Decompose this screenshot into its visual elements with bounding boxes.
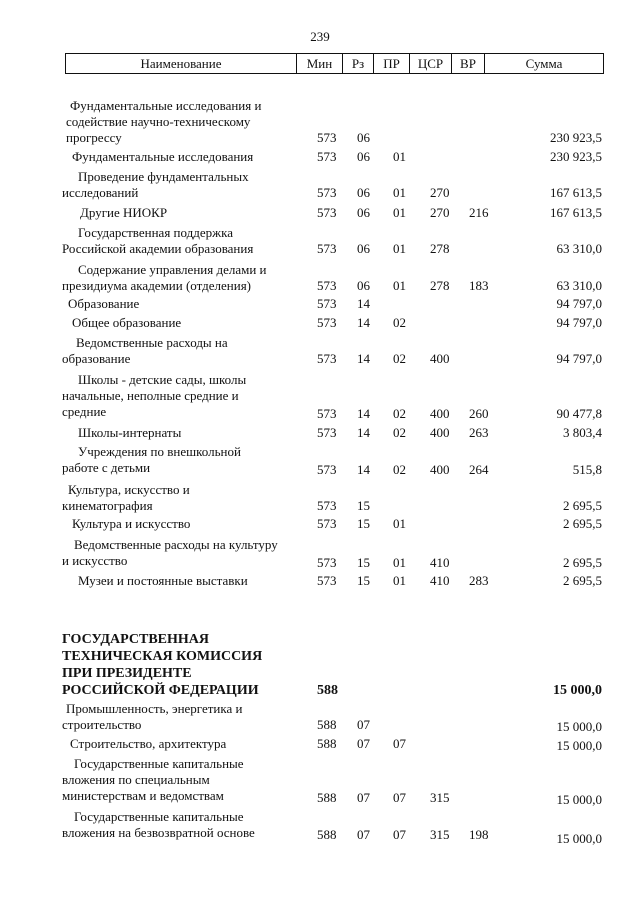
row-rz: 15 — [357, 498, 370, 513]
row-csr: 315 — [430, 827, 450, 842]
row-csr: 400 — [430, 462, 450, 477]
row-pr: 01 — [393, 278, 406, 293]
row-min: 573 — [317, 462, 337, 477]
row-rz: 06 — [357, 205, 370, 220]
header-min: Мин — [297, 54, 343, 73]
row-min: 588 — [317, 717, 337, 732]
header-rz: Рз — [343, 54, 374, 73]
row-rz: 07 — [357, 790, 370, 805]
row-min: 573 — [317, 296, 337, 311]
row-name: Школы - детские сады, школы начальные, неполные средние и средние — [62, 372, 247, 419]
row-name: Культура, искусство и кинематография — [62, 482, 190, 513]
row-rz: 14 — [357, 315, 370, 330]
row-name: Музеи и постоянные выставки — [78, 573, 248, 588]
table-header — [65, 53, 604, 74]
row-csr: 278 — [430, 278, 450, 293]
row-sum: 15 000,0 — [556, 738, 602, 753]
header-csr: ЦСР — [410, 54, 452, 73]
row-min: 573 — [317, 241, 337, 256]
row-pr: 07 — [393, 736, 406, 751]
row-vr: 216 — [469, 205, 489, 220]
row-sum: 2 695,5 — [563, 555, 602, 570]
row-pr: 02 — [393, 351, 406, 366]
row-sum: 2 695,5 — [563, 498, 602, 513]
header-vr: ВР — [452, 54, 485, 73]
row-sum: 15 000,0 — [553, 683, 602, 698]
row-min: 588 — [317, 736, 337, 751]
row-sum: 94 797,0 — [556, 315, 602, 330]
page-number: 239 — [310, 29, 330, 44]
row-rz: 14 — [357, 406, 370, 421]
row-name: Государственные капитальные вложения по специальным министерствам и ведомствам — [62, 756, 244, 803]
row-name: Ведомственные расходы на культуру и искусство — [62, 537, 278, 568]
header-name: Наименование — [66, 54, 297, 73]
row-pr: 01 — [393, 185, 406, 200]
row-rz: 15 — [357, 573, 370, 588]
row-sum: 2 695,5 — [563, 516, 602, 531]
row-name: Другие НИОКР — [80, 205, 168, 220]
row-min: 573 — [317, 555, 337, 570]
row-pr: 01 — [393, 573, 406, 588]
row-csr: 270 — [430, 205, 450, 220]
row-name: Проведение фундаментальных исследований — [62, 169, 249, 200]
row-vr: 260 — [469, 406, 489, 421]
row-pr: 02 — [393, 315, 406, 330]
row-csr: 270 — [430, 185, 450, 200]
row-sum: 15 000,0 — [556, 792, 602, 807]
row-sum: 94 797,0 — [556, 296, 602, 311]
row-sum: 230 923,5 — [550, 130, 602, 145]
row-pr: 01 — [393, 205, 406, 220]
header-sum: Сумма — [525, 55, 563, 71]
row-min: 573 — [317, 278, 337, 293]
row-min: 573 — [317, 516, 337, 531]
row-csr: 315 — [430, 790, 450, 805]
row-name: Содержание управления делами и президиума академии (отделения) — [62, 262, 267, 293]
row-rz: 07 — [357, 736, 370, 751]
row-rz: 14 — [357, 351, 370, 366]
row-name: Образование — [68, 296, 140, 311]
row-min: 573 — [317, 205, 337, 220]
row-sum: 63 310,0 — [556, 241, 602, 256]
row-name: Государственная поддержка Российской академии образования — [62, 225, 254, 256]
row-vr: 283 — [469, 573, 489, 588]
row-min: 573 — [317, 351, 337, 366]
row-rz: 07 — [357, 717, 370, 732]
row-min: 588 — [317, 827, 337, 842]
row-name: Фундаментальные исследования — [72, 149, 254, 164]
row-name: Ведомственные расходы на образование — [62, 335, 228, 366]
header-pr: ПР — [374, 54, 410, 73]
row-rz: 14 — [357, 462, 370, 477]
row-csr: 400 — [430, 351, 450, 366]
row-pr: 02 — [393, 406, 406, 421]
row-min: 573 — [317, 406, 337, 421]
row-rz: 06 — [357, 130, 370, 145]
row-min: 588 — [317, 790, 337, 805]
row-vr: 198 — [469, 827, 489, 842]
row-csr: 400 — [430, 425, 450, 440]
row-name: Строительство, архитектура — [70, 736, 227, 751]
row-sum: 167 613,5 — [550, 185, 602, 200]
row-vr: 183 — [469, 278, 489, 293]
row-name: Школы-интернаты — [78, 425, 182, 440]
row-csr: 410 — [430, 573, 450, 588]
row-sum: 2 695,5 — [563, 573, 602, 588]
row-rz: 14 — [357, 296, 370, 311]
row-min: 573 — [317, 130, 337, 145]
row-name: Фундаментальные исследования и содействие научно-техническому прогрессу — [66, 98, 262, 145]
row-rz: 15 — [357, 516, 370, 531]
row-min: 588 — [317, 683, 338, 698]
row-min: 573 — [317, 498, 337, 513]
row-pr: 07 — [393, 790, 406, 805]
row-name: Промышленность, энергетика и строительство — [62, 701, 243, 732]
row-pr: 02 — [393, 462, 406, 477]
row-sum: 15 000,0 — [556, 831, 602, 846]
row-rz: 06 — [357, 278, 370, 293]
row-csr: 278 — [430, 241, 450, 256]
row-sum: 94 797,0 — [556, 351, 602, 366]
row-rz: 07 — [357, 827, 370, 842]
row-sum: 230 923,5 — [550, 149, 602, 164]
row-sum: 90 477,8 — [556, 406, 602, 421]
row-rz: 15 — [357, 555, 370, 570]
row-pr: 01 — [393, 149, 406, 164]
row-csr: 400 — [430, 406, 450, 421]
section-title: ГОСУДАРСТВЕННАЯ ТЕХНИЧЕСКАЯ КОМИССИЯ ПРИ ПРЕЗИДЕНТЕ РОССИЙСКОЙ ФЕДЕРАЦИИ — [62, 632, 263, 698]
row-name: Учреждения по внешкольной работе с детьми — [62, 444, 241, 475]
row-name: Государственные капитальные вложения на безвозвратной основе — [62, 809, 255, 840]
row-min: 573 — [317, 185, 337, 200]
row-sum: 515,8 — [572, 462, 602, 477]
row-pr: 02 — [393, 425, 406, 440]
row-vr: 263 — [469, 425, 489, 440]
row-min: 573 — [317, 149, 337, 164]
row-pr: 01 — [393, 241, 406, 256]
row-sum: 63 310,0 — [556, 278, 602, 293]
row-csr: 410 — [430, 555, 450, 570]
row-min: 573 — [317, 425, 337, 440]
row-min: 573 — [317, 315, 337, 330]
row-rz: 06 — [357, 241, 370, 256]
row-name: Общее образование — [72, 315, 182, 330]
row-vr: 264 — [469, 462, 489, 477]
row-sum: 167 613,5 — [550, 205, 602, 220]
row-name: Культура и искусство — [72, 516, 191, 531]
row-sum: 3 803,4 — [563, 425, 602, 440]
row-min: 573 — [317, 573, 337, 588]
row-rz: 06 — [357, 185, 370, 200]
row-pr: 01 — [393, 555, 406, 570]
row-pr: 07 — [393, 827, 406, 842]
row-rz: 14 — [357, 425, 370, 440]
row-rz: 06 — [357, 149, 370, 164]
row-sum: 15 000,0 — [556, 719, 602, 734]
row-pr: 01 — [393, 516, 406, 531]
